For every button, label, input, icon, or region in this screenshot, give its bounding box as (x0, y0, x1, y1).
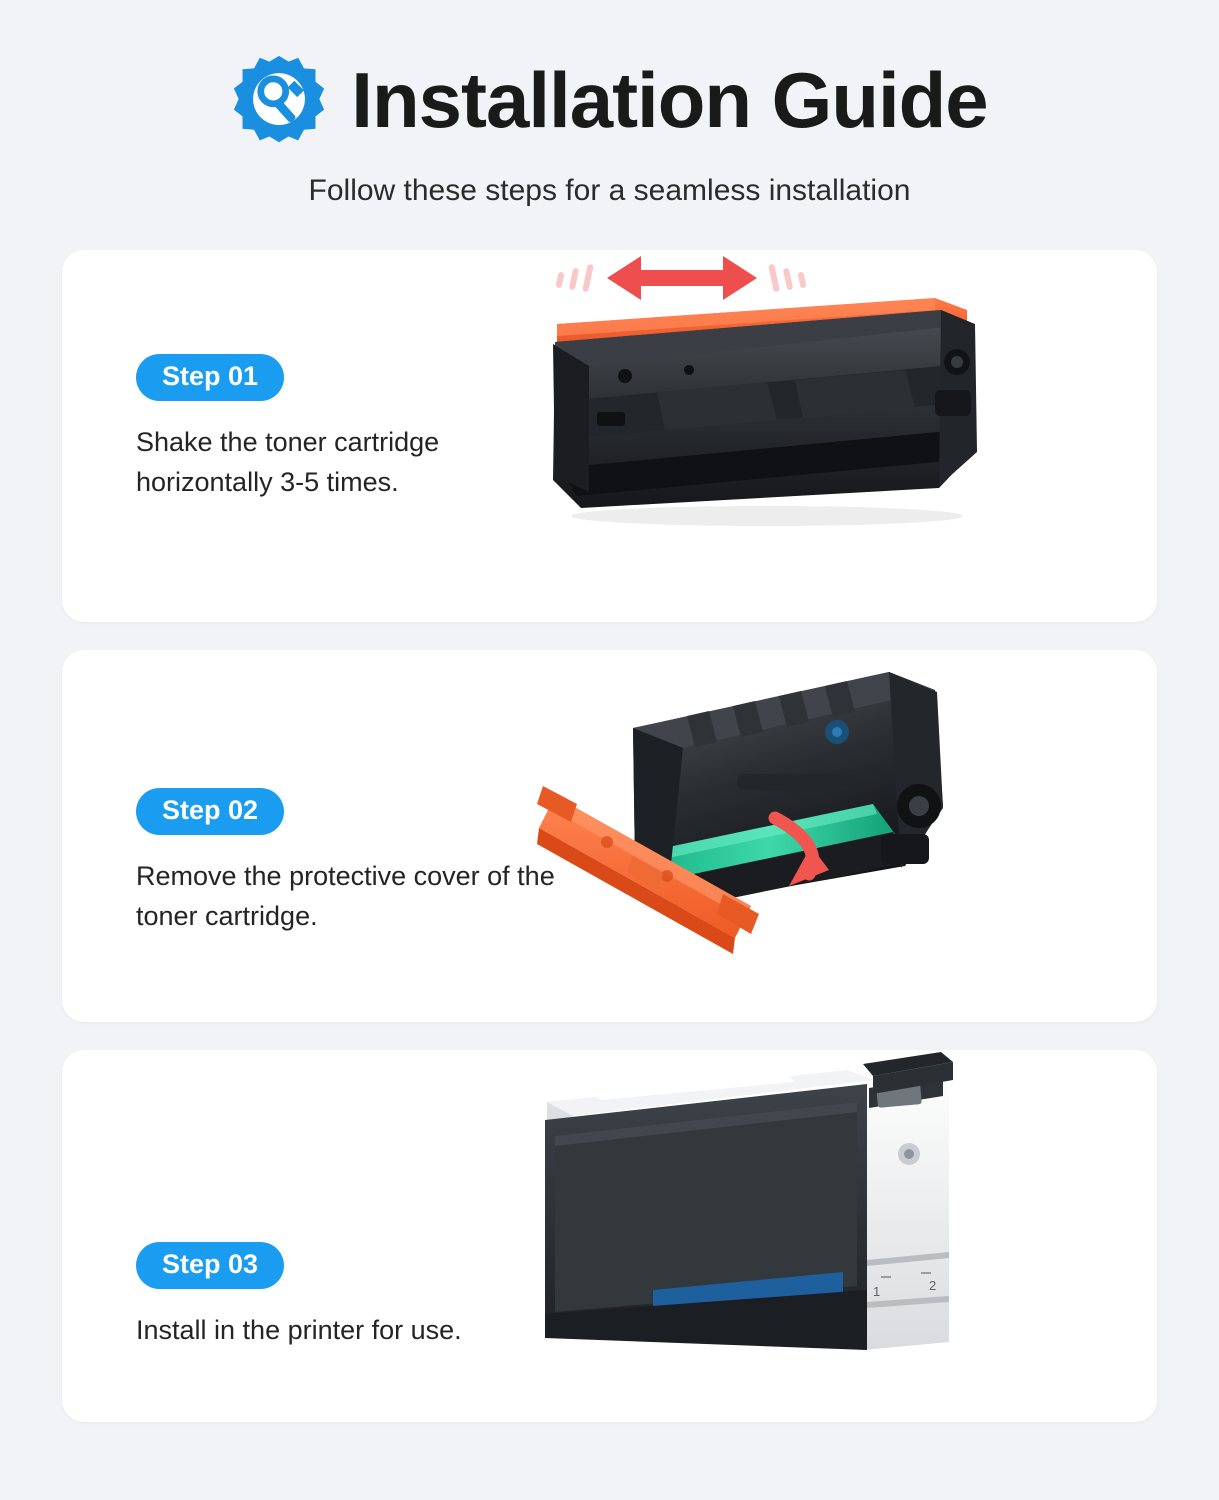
laser-printer-illustration (537, 1050, 1157, 1422)
step-description: Install in the printer for use. (136, 1314, 462, 1345)
page-title: Installation Guide (351, 56, 988, 144)
tray-label-2: 2 (929, 1278, 937, 1293)
step-text-block (62, 788, 562, 935)
title-row (62, 52, 1157, 148)
toner-cartridge-shake-illustration (537, 250, 1157, 622)
step-text-block (62, 1242, 562, 1350)
step-card (62, 1050, 1157, 1422)
status-badge: Step 01 (136, 354, 284, 401)
toner-cartridge-cover-removal-illustration (537, 650, 1157, 1022)
step-description: Shake the toner cartridge horizontally 3-5 times. (136, 427, 440, 497)
step-description: Remove the protective cover of the toner cartridge. (136, 861, 555, 931)
page-header (62, 0, 1157, 208)
page-subtitle: Follow these steps for a seamless installation (308, 174, 911, 207)
steps-list (62, 250, 1157, 1422)
step-text-block (62, 354, 562, 501)
status-badge: Step 02 (136, 788, 284, 835)
double-arrow-icon (607, 256, 757, 300)
step-card (62, 250, 1157, 622)
step-card (62, 650, 1157, 1022)
tray-label-1: 1 (873, 1284, 881, 1299)
gear-wrench-icon (231, 52, 327, 148)
status-badge: Step 03 (136, 1242, 284, 1289)
